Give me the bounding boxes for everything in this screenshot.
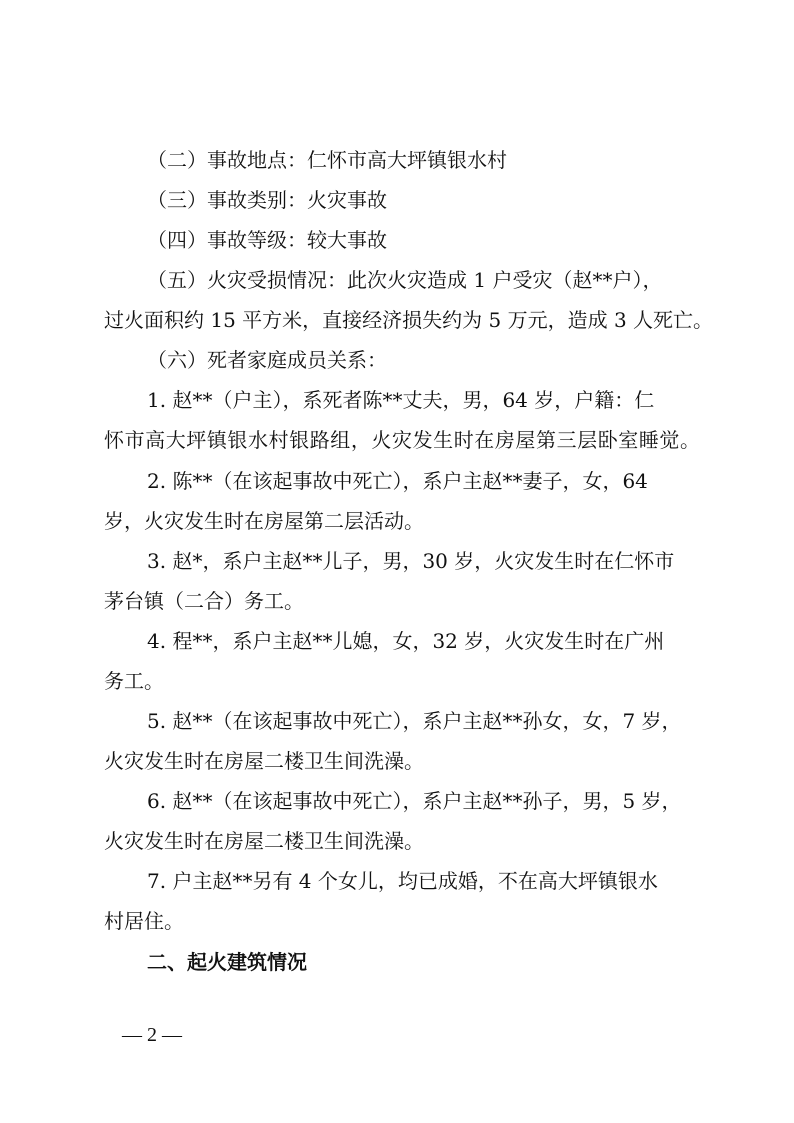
member-7-line-2: 村居住。 [104, 909, 184, 933]
member-4-line-2: 务工。 [104, 669, 164, 693]
incident-category: （三）事故类别：火灾事故 [147, 188, 387, 212]
damage-paragraph-line-2: 过火面积约 15 平方米，直接经济损失约为 5 万元，造成 3 人死亡。 [104, 308, 714, 332]
member-6-line-2: 火灾发生时在房屋二楼卫生间洗澡。 [104, 829, 424, 853]
incident-level: （四）事故等级：较大事故 [147, 228, 387, 252]
member-6-line-1: 6. 赵**（在该起事故中死亡），系户主赵**孙子，男，5 岁， [147, 789, 682, 813]
member-2-line-2: 岁，火灾发生时在房屋第二层活动。 [104, 509, 424, 533]
family-relations-heading: （六）死者家庭成员关系： [147, 348, 387, 372]
page-number: — 2 — [122, 1024, 182, 1046]
incident-location: （二）事故地点：仁怀市高大坪镇银水村 [147, 148, 507, 172]
section-2-heading: 二、起火建筑情况 [147, 950, 307, 974]
member-2-line-1: 2. 陈**（在该起事故中死亡），系户主赵**妻子，女，64 [147, 469, 648, 493]
member-4-line-1: 4. 程**，系户主赵**儿媳，女，32 岁，火灾发生时在广州 [147, 629, 665, 653]
member-1-line-2: 怀市高大坪镇银水村银路组，火灾发生时在房屋第三层卧室睡觉。 [104, 428, 700, 452]
member-3-line-2: 茅台镇（二合）务工。 [104, 589, 304, 613]
member-7-line-1: 7. 户主赵**另有 4 个女儿，均已成婚，不在高大坪镇银水 [147, 869, 658, 893]
member-5-line-2: 火灾发生时在房屋二楼卫生间洗澡。 [104, 749, 424, 773]
member-5-line-1: 5. 赵**（在该起事故中死亡），系户主赵**孙女，女，7 岁， [147, 709, 682, 733]
member-3-line-1: 3. 赵*，系户主赵**儿子，男，30 岁，火灾发生时在仁怀市 [147, 549, 675, 573]
damage-paragraph-line-1: （五）火灾受损情况：此次火灾造成 1 户受灾（赵**户）， [147, 268, 663, 292]
member-1-line-1: 1. 赵**（户主），系死者陈**丈夫，男，64 岁，户籍：仁 [147, 388, 655, 412]
